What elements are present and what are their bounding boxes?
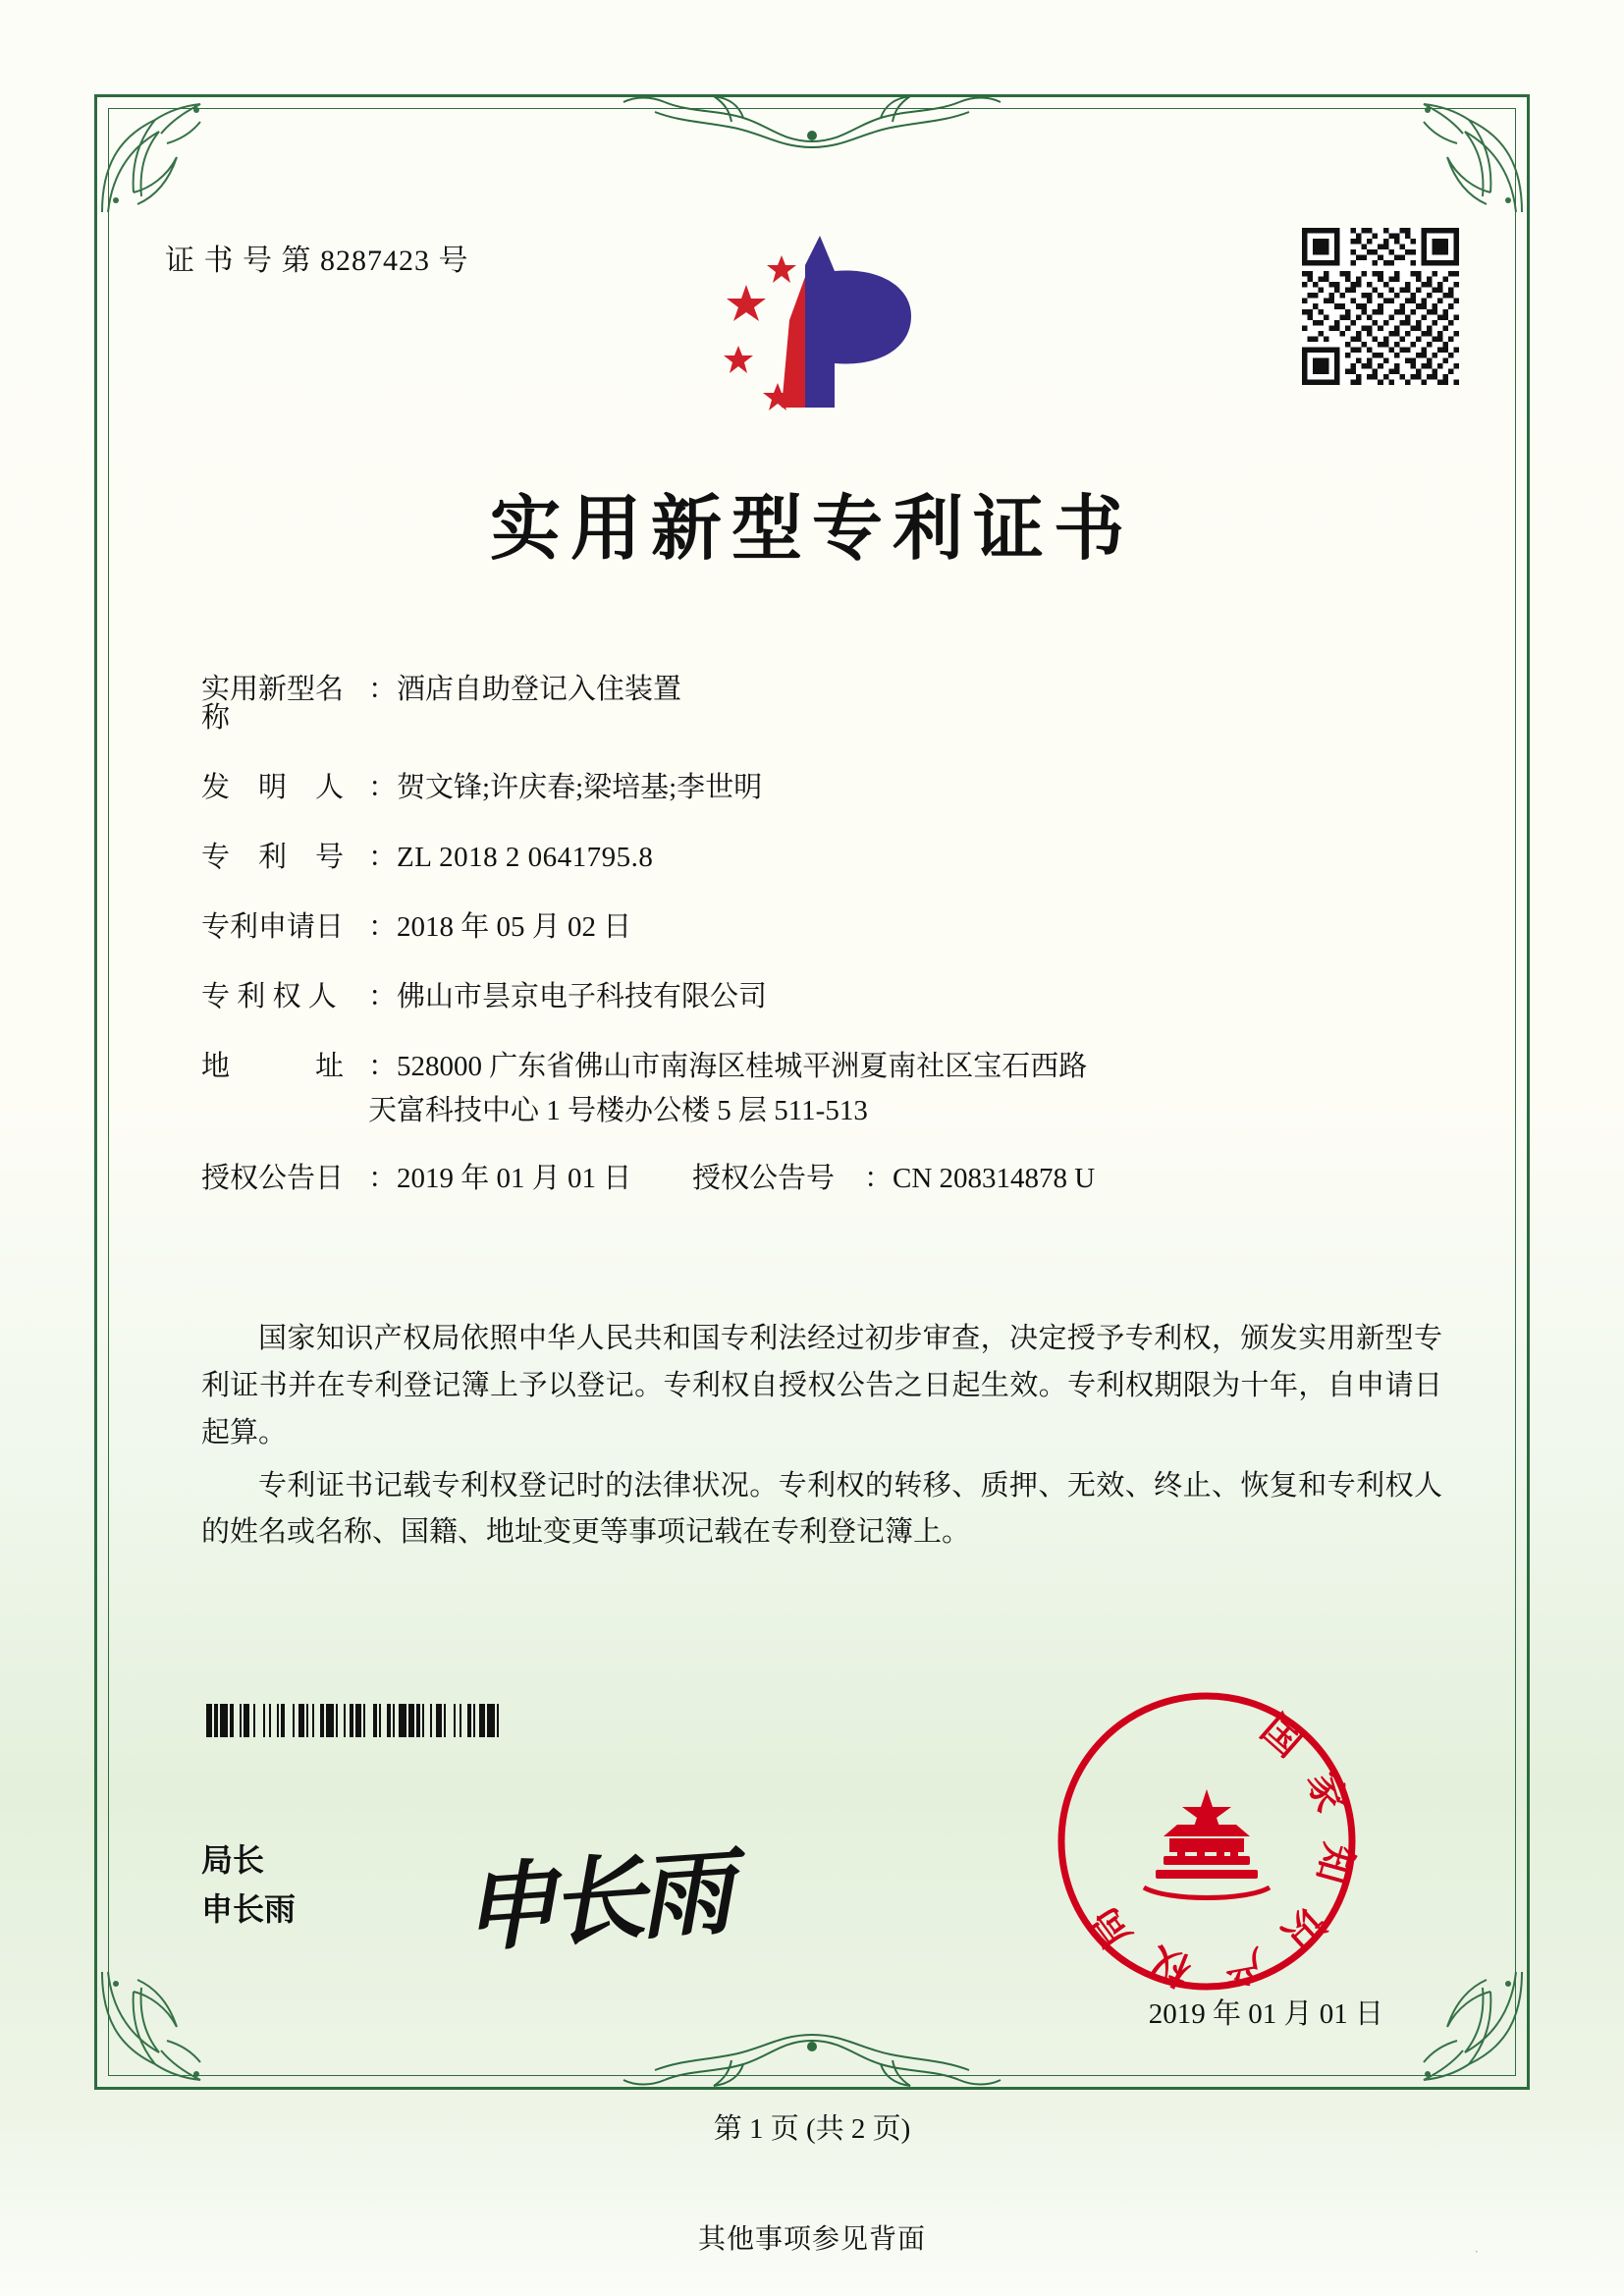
legal-text <box>201 1316 1442 1562</box>
grant-date-group <box>201 1165 692 1193</box>
paragraph-1: 国家知识产权局依照中华人民共和国专利法经过初步审查，决定授予专利权，颁发实用新型专利证书并在专利登记簿上予以登记。专利权自授权公告之日起生效。专利权期限为十年，自申请日起算。 <box>201 1323 1442 1449</box>
corner-ornament-icon <box>1408 98 1526 216</box>
grant-date-value: 2019 年 01 月 01 日 <box>397 1163 632 1194</box>
official-seal-icon <box>1055 1689 1359 1994</box>
corner-ornament-icon <box>98 1968 216 2086</box>
field-value: 528000 广东省佛山市南海区桂城平洲夏南社区宝石西路 <box>397 1051 1088 1082</box>
qr-code-icon <box>1302 228 1459 385</box>
field-colon: ： <box>368 981 398 1012</box>
field-value: ZL 2018 2 0641795.8 <box>397 842 654 873</box>
field-label: 专 利 权 人 <box>201 981 337 1012</box>
field-value: 佛山市昙京电子科技有限公司 <box>397 981 768 1012</box>
field-value: 2018 年 05 月 02 日 <box>397 911 632 943</box>
field-label: 专利申请日 <box>201 911 345 943</box>
handwritten-signature: 申长雨 <box>458 1835 731 1966</box>
field-colon: ： <box>368 1051 398 1082</box>
field-row-patent-number <box>201 844 1447 872</box>
bottom-ornament-icon <box>586 2027 1038 2096</box>
seal-date: 2019 年 01 月 01 日 <box>1148 1998 1383 2030</box>
field-colon: ： <box>368 674 398 705</box>
field-colon: ： <box>368 1163 398 1194</box>
director-title: 局长 <box>201 1842 265 1878</box>
grant-number-value: CN 208314878 U <box>893 1163 1096 1194</box>
cnipa-logo-icon <box>687 226 943 412</box>
back-side-note: 其他事项参见背面 <box>697 2224 926 2255</box>
certificate-number: 证 书 号 第 8287423 号 <box>165 245 469 277</box>
page-number: 第 1 页 (共 2 页) <box>713 2113 911 2145</box>
grant-number-label: 授权公告号 <box>692 1163 836 1194</box>
field-colon: ： <box>368 842 398 873</box>
director-name: 申长雨 <box>201 1890 297 1927</box>
field-label: 实用新型名称 <box>201 674 345 734</box>
director-block <box>201 1836 296 1934</box>
barcode <box>206 1704 628 1737</box>
field-colon: ： <box>864 1163 893 1194</box>
paragraph-2: 专利证书记载专利权登记时的法律状况。专利权的转移、质押、无效、终止、恢复和专利权人的姓名或名称、国籍、地址变更等事项记载在专利登记簿上。 <box>201 1469 1442 1549</box>
field-row-inventors <box>201 774 1447 802</box>
address-line-2: 天富科技中心 1 号楼办公楼 5 层 511-513 <box>368 1095 868 1126</box>
top-ornament-icon <box>586 86 1038 155</box>
page-title: 实用新型专利证书 <box>489 490 1134 569</box>
field-colon: ： <box>368 911 398 943</box>
field-label: 专 利 号 <box>201 842 345 873</box>
corner-ornament-icon <box>98 98 216 216</box>
field-label: 发 明 人 <box>201 772 345 803</box>
field-row-patentee <box>201 983 1447 1011</box>
field-colon: ： <box>368 772 398 803</box>
field-label: 地 址 <box>201 1051 345 1082</box>
corner-ornament-icon <box>1408 1968 1526 2086</box>
field-row-address <box>201 1053 1447 1081</box>
grant-number-group <box>692 1165 1095 1193</box>
field-row-application-date <box>201 913 1447 942</box>
field-value: 贺文锋;许庆春;梁培基;李世明 <box>397 772 763 803</box>
field-row-grant <box>201 1165 1447 1193</box>
field-value: 酒店自助登记入住装置 <box>397 674 682 705</box>
field-row-utility-model-name <box>201 676 1447 733</box>
grant-date-label: 授权公告日 <box>201 1163 345 1194</box>
svg-text:国家知识产权局: 国家知识产权局 <box>1065 1706 1359 1994</box>
field-list <box>201 676 1447 1219</box>
print-mark: · <box>1474 2244 1479 2259</box>
